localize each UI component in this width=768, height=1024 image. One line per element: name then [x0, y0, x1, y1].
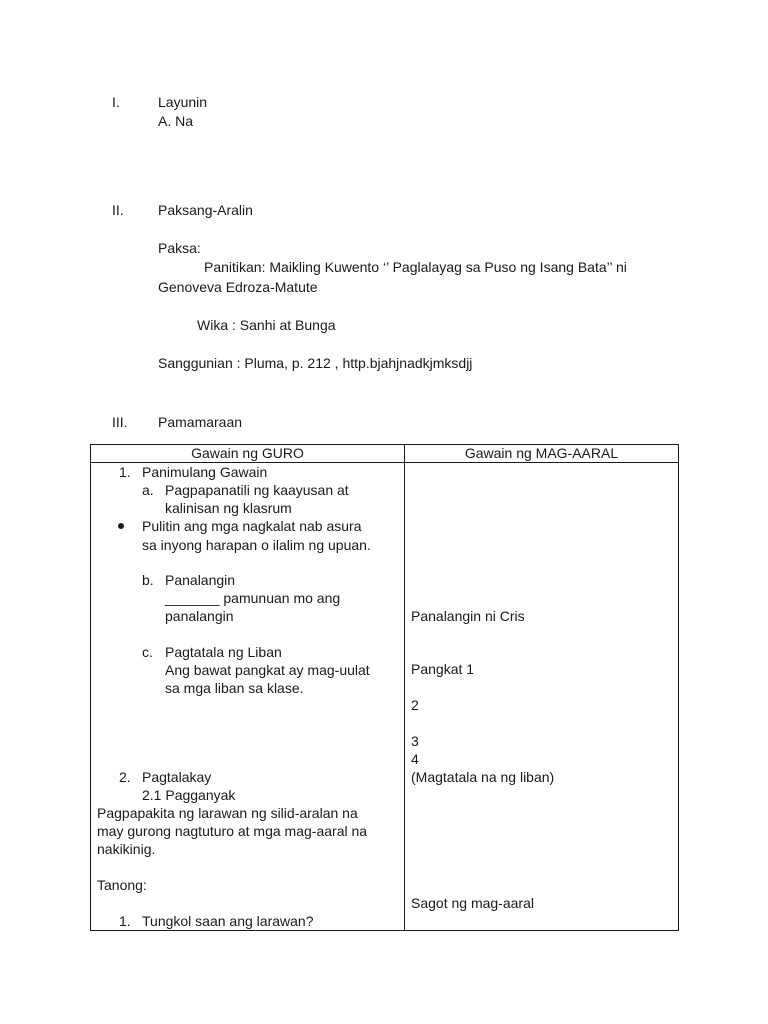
bullet-line-1: Pulitin ang mga nagkalat nab asura [142, 518, 362, 534]
header-gawain-mag-aaral: Gawain ng MAG-AARAL [405, 445, 679, 463]
item-1-text: Panimulang Gawain [142, 464, 268, 480]
wika-line: Wika : Sanhi at Bunga [197, 317, 336, 333]
pangkat-3: 3 [411, 733, 419, 749]
item-c-line-3: sa mga liban sa klase. [165, 680, 304, 696]
section-1-title: Layunin [158, 94, 208, 110]
item-c-line-1: Pagtatala ng Liban [165, 644, 282, 660]
panitikan-line-1: Panitikan: Maikling Kuwento ‘’ Paglalayag sa Puso ng Isang Bata’’ ni [204, 259, 627, 275]
bullet-icon [118, 523, 124, 529]
sub-2-1-pagganyak: 2.1 Pagganyak [142, 787, 236, 803]
section-2-title: Paksang-Aralin [158, 202, 253, 218]
item-1-number: 1. [119, 464, 131, 480]
bullet-line-2: sa inyong harapan o ilalim ng upuan. [142, 537, 371, 553]
table-header-row [91, 445, 679, 463]
item-b-line-1: Panalangin [165, 572, 236, 588]
item-a-line-2: kalinisan ng klasrum [165, 500, 292, 516]
panitikan-line-2: Genoveva Edroza-Matute [158, 279, 318, 295]
item-a-label: a. [142, 482, 154, 498]
pangkat-1: Pangkat 1 [411, 661, 475, 677]
pangkat-2: 2 [411, 697, 419, 713]
magtatala-note: (Magtatala na ng liban) [411, 769, 555, 785]
pagganyak-line-3: nakikinig. [97, 841, 156, 857]
tanong-label: Tanong: [97, 877, 147, 893]
pagganyak-line-2: may gurong nagtuturo at mga mag-aaral na [97, 823, 368, 839]
item-2-number: 2. [119, 769, 131, 785]
section-1-item-a: A. Na [158, 113, 194, 129]
guro-column [91, 463, 405, 931]
paksa-label: Paksa: [158, 240, 201, 256]
pamamaraan-table [90, 444, 679, 931]
item-b-label: b. [142, 572, 154, 588]
header-gawain-guro: Gawain ng GURO [91, 445, 405, 463]
sanggunian-line: Sanggunian : Pluma, p. 212 , http.bjahjnadkjmksdjj [158, 355, 473, 371]
question-1-number: 1. [119, 913, 131, 929]
pangkat-4: 4 [411, 751, 419, 767]
sagot-response: Sagot ng mag-aaral [411, 895, 534, 911]
section-3-numeral: III. [112, 414, 128, 430]
item-c-label: c. [142, 644, 153, 660]
item-2-text: Pagtalakay [142, 769, 212, 785]
mag-aaral-column [405, 463, 679, 931]
item-b-line-3: panalangin [165, 608, 234, 624]
table-body-row [91, 463, 679, 931]
section-1-numeral: I. [112, 94, 120, 110]
section-3-title: Pamamaraan [158, 414, 243, 430]
pagganyak-line-1: Pagpapakita ng larawan ng silid-aralan na [97, 805, 358, 821]
panalangin-response: Panalangin ni Cris [411, 608, 525, 624]
item-b-line-2: _______ pamunuan mo ang [165, 590, 341, 606]
item-c-line-2: Ang bawat pangkat ay mag-uulat [165, 662, 370, 678]
item-a-line-1: Pagpapanatili ng kaayusan at [165, 482, 349, 498]
section-2-numeral: II. [112, 202, 124, 218]
question-1-text: Tungkol saan ang larawan? [142, 913, 314, 929]
